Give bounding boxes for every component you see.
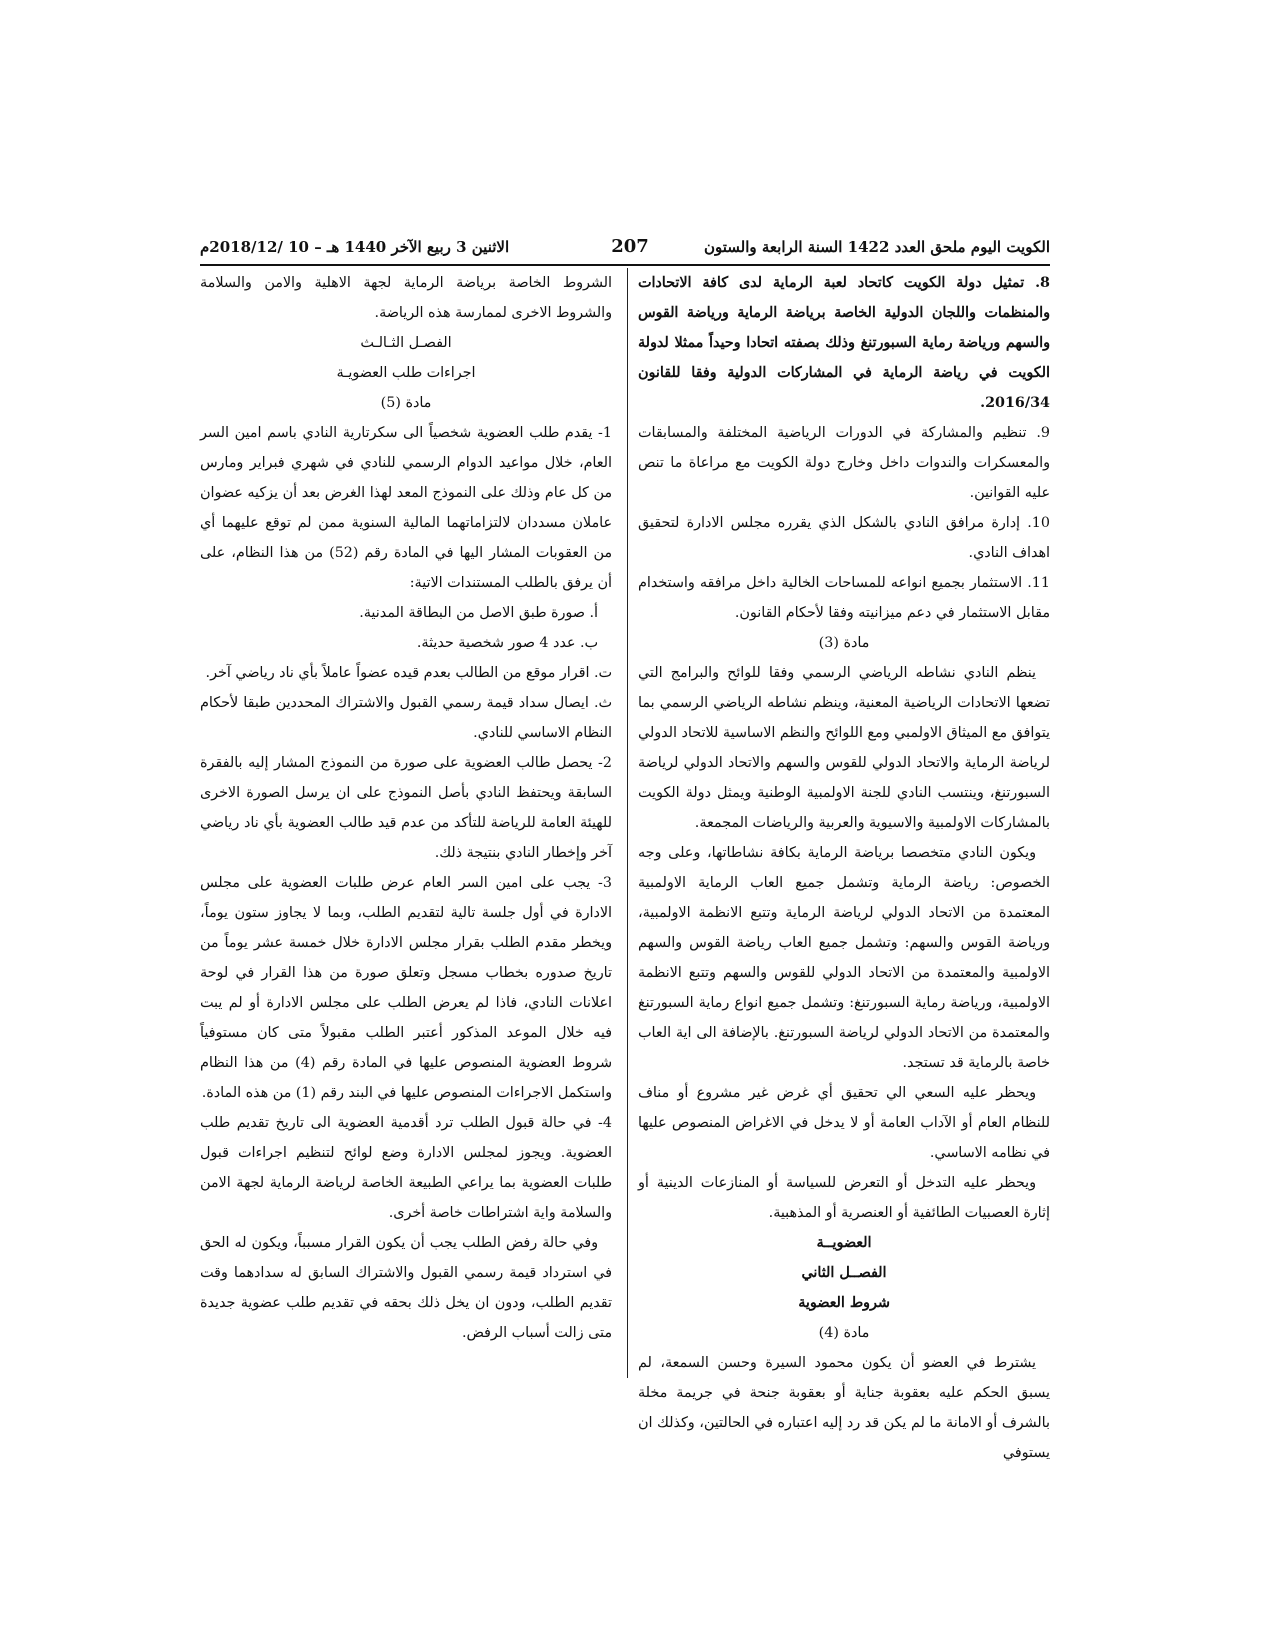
chapter-2-heading: الفصــل الثاني <box>801 1265 887 1281</box>
item-9: 9. تنظيم والمشاركة في الدورات الرياضية المختلفة والمسابقات والمعسكرات والندوات داخل وخارج دولة الكويت مع مراعاة ما تنص عليه القوانين. <box>638 425 1050 501</box>
article-3-paragraph-4: ويحظر عليه التدخل أو التعرض للسياسة أو المنازعات الدينية أو إثارة العصبيات الطائفية أو العنصرية أو المذهبية. <box>638 1175 1050 1221</box>
article-5-item-1-b: ب. عدد 4 صور شخصية حديثة. <box>416 635 598 651</box>
item-10: 10. إدارة مرافق النادي بالشكل الذي يقرره مجلس الادارة لتحقيق اهداف النادي. <box>638 515 1050 561</box>
header-rule <box>200 264 1050 266</box>
issue-date: الاثنين 3 ربيع الآخر 1440 هـ – 10 /2018/12م <box>200 238 510 256</box>
chapter-3-title: اجراءات طلب العضويـة <box>336 365 476 381</box>
article-5-item-1-c: ت. اقرار موقع من الطالب بعدم قيده عضواً عاملاً بأي ناد رياضي آخر. <box>205 665 612 681</box>
article-4-title: مادة (4) <box>818 1325 870 1341</box>
article-5-item-1-d: ث. ايصال سداد قيمة رسمي القبول والاشتراك المحددين طبقا لأحكام النظام الاساسي للنادي. <box>200 695 612 741</box>
publication-title: الكويت اليوم ملحق العدد 1422 السنة الرابعة والستون <box>704 238 1050 256</box>
page-header <box>200 238 1050 262</box>
article-3-title: مادة (3) <box>818 635 870 651</box>
chapter-3-heading: الفصـل الثـالـث <box>360 335 452 351</box>
item-8: 8. تمثيل دولة الكويت كاتحاد لعبة الرماية لدى كافة الاتحادات والمنظمات واللجان الدولية الخاصة برياضة الرماية ورياضة القوس والسهم ورياضة رماية السبورتنغ وذلك بصفته اتحادا وحيداً ممثلا لدولة الكويت في رياضة الرماية في المشاركات الدولية وفقا للقانون 2016/34. <box>638 275 1050 411</box>
article-5-item-1: 1- يقدم طلب العضوية شخصياً الى سكرتارية النادي باسم امين السر العام، خلال مواعيد الدوام الرسمي للنادي في شهري فبراير ومارس من كل عام وذلك على النموذج المعد لهذا الغرض بعد أن يزكيه عضوان عاملان مسددان لالتزاماتهما المالية السنوية ممن لم توقع عليهما أي من العقوبات المشار اليها في المادة رقم (52) من هذا النظام، على أن يرفق بالطلب المستندات الاتية: <box>200 425 613 591</box>
continued-paragraph: الشروط الخاصة برياضة الرماية لجهة الاهلية والامن والسلامة والشروط الاخرى لممارسة هذه الرياضة. <box>200 275 612 321</box>
right-column <box>638 268 1050 1468</box>
article-3-paragraph-2: ويكون النادي متخصصا برياضة الرماية بكافة نشاطاتها، وعلى وجه الخصوص: رياضة الرماية وتشمل جميع العاب الرماية الاولمبية المعتمدة من الاتحاد الدولي لرياضة الرماية وتتبع الانظمة الاولمبية، ورياضة القوس والسهم: وتشمل جميع العاب رياضة القوس والسهم الاولمبية والمعتمدة من الاتحاد الدولي للقوس والسهم وتتبع الانظمة الاولمبية، ورياضة رماية السبورتنغ: وتشمل جميع انواع رماية السبورتنغ والمعتمدة من الاتحاد الدولي لرياضة السبورتنغ. بالإضافة الى اية العاب خاصة بالرماية قد تستجد. <box>638 845 1050 1071</box>
column-divider <box>627 268 628 1378</box>
article-3-paragraph-1: ينظم النادي نشاطه الرياضي الرسمي وفقا للوائح والبرامج التي تضعها الاتحادات الرياضية المعنية، وينظم نشاطه الرياضي الرسمي بما يتوافق مع الميثاق الاولمبي ومع اللوائح والنظم الاساسية للاتحاد الدولي لرياضة الرماية والاتحاد الدولي للقوس والسهم والاتحاد الدولي لرياضة السبورتنغ، وينتسب النادي للجنة الاولمبية الوطنية ويمثل دولة الكويت بالمشاركات الاولمبية والاسيوية والعربية والرياضات المجمعة. <box>638 665 1050 831</box>
chapter-2-title: شروط العضوية <box>798 1295 890 1311</box>
article-5-item-2: 2- يحصل طالب العضوية على صورة من النموذج المشار إليه بالفقرة السابقة ويحتفظ النادي بأصل النموذج على ان يرسل الصورة الاخرى للهيئة العامة للرياضة للتأكد من عدم قيد طالب العضوية بأي ناد رياضي آخر وإخطار النادي بنتيجة ذلك. <box>200 755 612 861</box>
membership-heading: العضويــة <box>816 1235 872 1251</box>
item-11: 11. الاستثمار بجميع انواعه للمساحات الخالية داخل مرافقه واستخدام مقابل الاستثمار في دعم ميزانيته وفقا لأحكام القانون. <box>638 575 1050 621</box>
article-5-item-3: 3- يجب على امين السر العام عرض طلبات العضوية على مجلس الادارة في أول جلسة تالية لتقديم الطلب، وبما لا يجاوز ستون يوماً، ويخطر مقدم الطلب بقرار مجلس الادارة خلال خمسة عشر يوماً من تاريخ صدوره بخطاب مسجل وتعلق صورة من هذا القرار في لوحة اعلانات النادي، فاذا لم يعرض الطلب على مجلس الادارة أو لم يبت فيه خلال الموعد المذكور أعتبر الطلب مقبولاً متى كان مستوفياً شروط العضوية المنصوص عليها في المادة رقم (4) من هذا النظام واستكمل الاجراءات المنصوص عليها في البند رقم (1) من هذه المادة. <box>200 875 612 1101</box>
left-column <box>200 268 612 1348</box>
article-5-item-1-a: أ. صورة طبق الاصل من البطاقة المدنية. <box>359 605 598 621</box>
article-4-paragraph-1: يشترط في العضو أن يكون محمود السيرة وحسن السمعة، لم يسبق الحكم عليه بعقوبة جناية أو بعقوبة جنحة في جريمة مخلة بالشرف أو الامانة ما لم يكن قد رد إليه اعتباره في الحالتين، وكذلك ان يستوفي <box>638 1355 1050 1461</box>
page-number: 207 <box>611 236 649 257</box>
rejection-paragraph: وفي حالة رفض الطلب يجب أن يكون القرار مسبباً، ويكون له الحق في استرداد قيمة رسمي القبول والاشتراك السابق له سدادهما وقت تقديم الطلب، ودون ان يخل ذلك بحقه في تقديم طلب عضوية جديدة متى زالت أسباب الرفض. <box>200 1235 612 1341</box>
article-5-item-4: 4- في حالة قبول الطلب ترد أقدمية العضوية الى تاريخ تقديم طلب العضوية. ويجوز لمجلس الادارة وضع لوائح لتنظيم اجراءات قبول طلبات العضوية بما يراعي الطبيعة الخاصة لرياضة الرماية لجهة الامن والسلامة واية اشتراطات خاصة أخرى. <box>200 1115 612 1221</box>
article-5-title: مادة (5) <box>380 395 432 411</box>
article-3-paragraph-3: ويحظر عليه السعي الي تحقيق أي غرض غير مشروع أو مناف للنظام العام أو الآداب العامة أو لا يدخل في الاغراض المنصوص عليها في نظامه الاساسي. <box>638 1085 1050 1161</box>
